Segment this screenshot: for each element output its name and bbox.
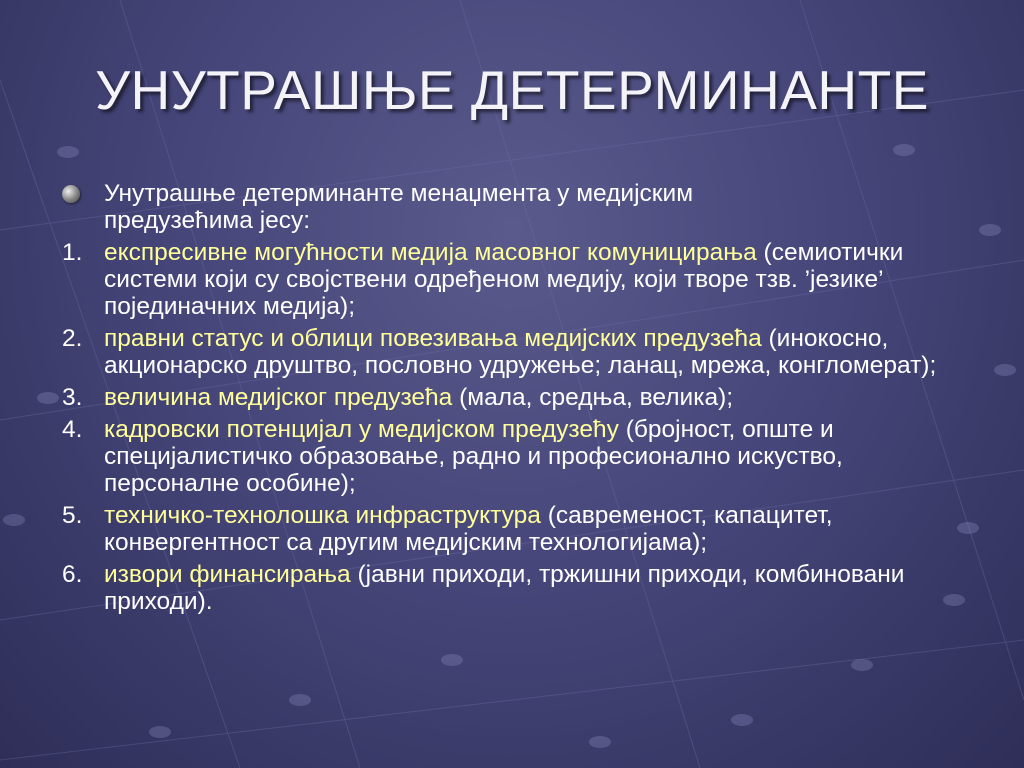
list-item (62, 239, 982, 320)
list-item-detail: (савременост, капацитет, конвергентност са другим медијским технологијама); (104, 502, 833, 556)
list-item-detail: (јавни приходи, тржишни приходи, комбиновани приходи). (104, 561, 905, 615)
list-item-detail: (бројност, опште и специјалистичко образовање, радно и професионално искуство, персоналне особине); (104, 416, 843, 497)
list-item-highlight: правни статус и облици повезивања медијских предузећа (104, 325, 762, 352)
slide-content (62, 180, 982, 620)
list-number: 5. (62, 502, 83, 529)
list-item-highlight: техничко-технолошка инфраструктура (104, 502, 541, 529)
list-number: 6. (62, 561, 83, 588)
list-number: 3. (62, 384, 83, 411)
list-item-highlight: кадровски потенцијал у медијском предузећу (104, 416, 619, 443)
list-item (62, 416, 982, 497)
list-number: 2. (62, 325, 83, 352)
list-item-highlight: експресивне могућности медија масовног комуницирања (104, 239, 757, 266)
list-number: 4. (62, 416, 83, 443)
list-item-highlight: величина медијског предузећа (104, 384, 453, 411)
list-item-highlight: извори финансирања (104, 561, 351, 588)
list-number: 1. (62, 239, 83, 266)
list-item-detail: (инокосно, акционарско друштво, пословно удружење; ланац, мрежа, конгломерат); (104, 325, 937, 379)
slide-title: УНУТРАШЊЕ ДЕТЕРМИНАНТЕ (95, 59, 929, 121)
list-item (62, 561, 982, 615)
list-item-detail: (мала, средња, велика); (452, 384, 734, 411)
intro-text: Унутрашње детерминанте менаџмента у медијским предузећима јесу: (104, 180, 694, 234)
list-item (62, 384, 982, 411)
intro-paragraph (62, 180, 982, 234)
list-item (62, 325, 982, 379)
list-item (62, 502, 982, 556)
list-item-detail: (семиотички системи који су својствени одређеном медију, који творе тзв. ’језике’ појединачних медија); (104, 239, 904, 320)
sphere-bullet-icon (62, 185, 80, 203)
